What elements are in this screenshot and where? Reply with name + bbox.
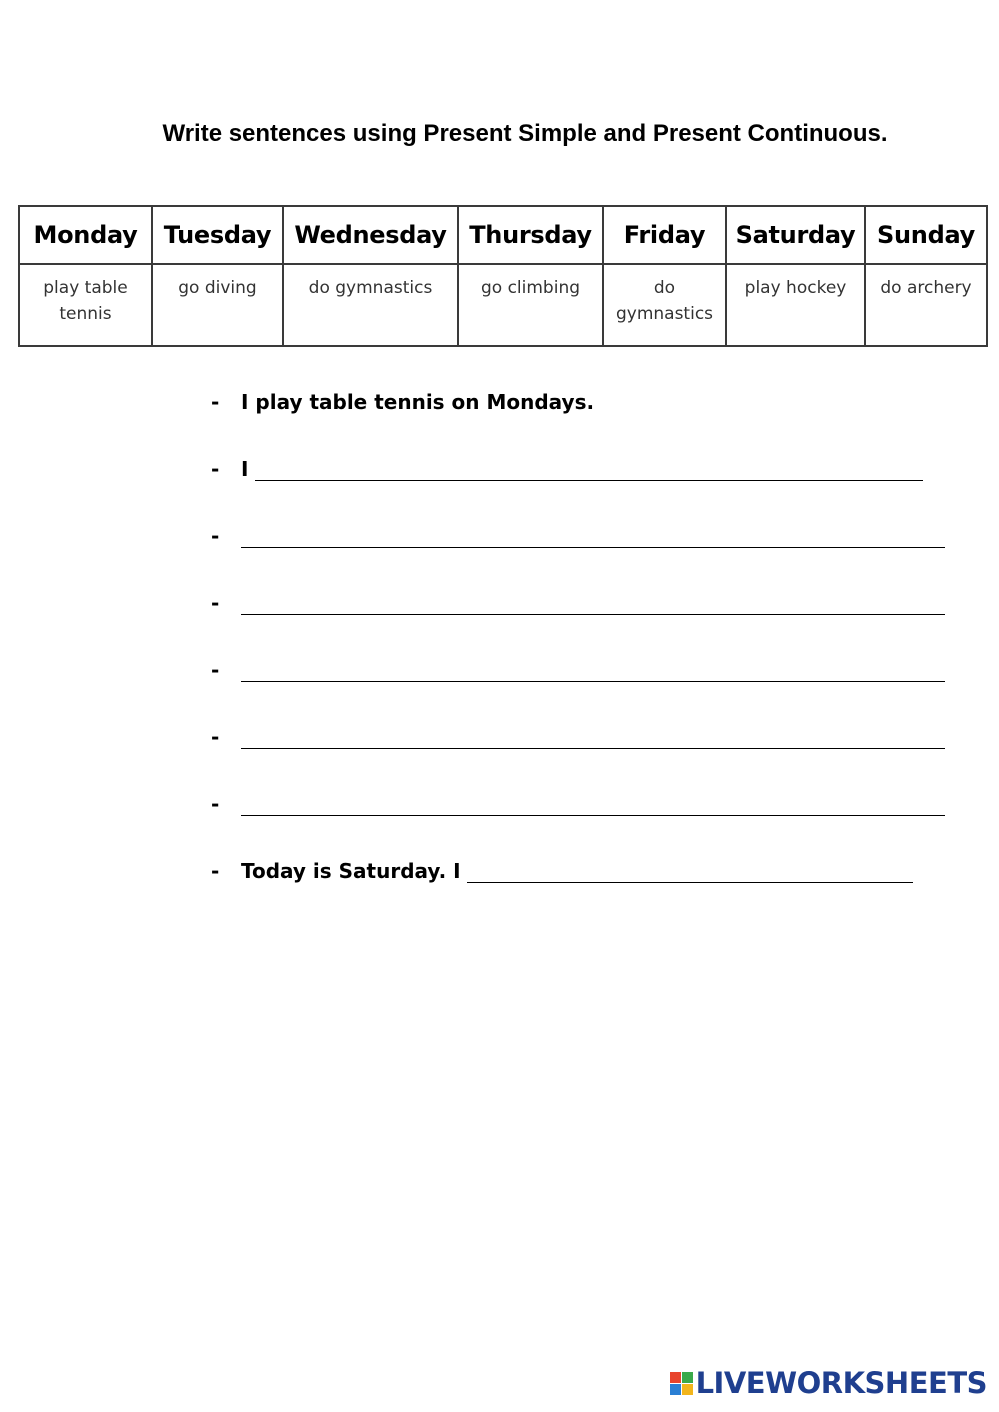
bullet-dash: -: [211, 658, 220, 682]
schedule-table: [18, 205, 988, 347]
bullet-dash: -: [211, 859, 220, 883]
sentence-line: [211, 656, 951, 723]
example-sentence-text: I play table tennis on Mondays.: [241, 390, 595, 414]
logo-text: LIVEWORKSHEETS: [695, 1366, 987, 1400]
answer-blank[interactable]: [241, 681, 945, 682]
sentence-line: [211, 455, 951, 522]
logo-block: [682, 1384, 693, 1395]
day-header-monday: Monday: [19, 206, 152, 264]
bullet-dash: -: [211, 591, 220, 615]
sentence-line: [211, 589, 951, 656]
sentence-line: [211, 857, 951, 924]
sentence-line: [211, 790, 951, 857]
liveworksheets-logo: [670, 1366, 987, 1400]
activity-monday: play table tennis: [19, 264, 152, 346]
logo-blocks-icon: [670, 1372, 693, 1395]
answer-blank[interactable]: [241, 547, 945, 548]
day-header-tuesday: Tuesday: [152, 206, 283, 264]
logo-block: [670, 1372, 681, 1383]
sentence-line: [211, 522, 951, 589]
activity-sunday: do archery: [865, 264, 987, 346]
day-header-friday: Friday: [603, 206, 726, 264]
activity-friday: do gymnastics: [603, 264, 726, 346]
day-header-wednesday: Wednesday: [283, 206, 458, 264]
bullet-dash: -: [211, 792, 220, 816]
schedule-activity-row: [19, 264, 987, 346]
sentence-prefix: I: [241, 457, 249, 481]
activity-tuesday: go diving: [152, 264, 283, 346]
answer-blank[interactable]: [241, 748, 945, 749]
bullet-dash: -: [211, 390, 220, 414]
answer-blank[interactable]: [241, 614, 945, 615]
day-header-saturday: Saturday: [726, 206, 865, 264]
day-header-thursday: Thursday: [458, 206, 603, 264]
bullet-dash: -: [211, 725, 220, 749]
sentence-prefix: Today is Saturday. I: [241, 859, 461, 883]
activity-saturday: play hockey: [726, 264, 865, 346]
answer-blank[interactable]: [255, 480, 923, 481]
answer-blank[interactable]: [467, 882, 913, 883]
sentence-list: [211, 388, 951, 924]
bullet-dash: -: [211, 457, 220, 481]
schedule-header-row: [19, 206, 987, 264]
activity-wednesday: do gymnastics: [283, 264, 458, 346]
sentence-line: [211, 723, 951, 790]
answer-blank[interactable]: [241, 815, 945, 816]
example-sentence: [211, 388, 951, 455]
activity-thursday: go climbing: [458, 264, 603, 346]
bullet-dash: -: [211, 524, 220, 548]
worksheet-title: Write sentences using Present Simple and Present Continuous.: [162, 120, 888, 147]
day-header-sunday: Sunday: [865, 206, 987, 264]
logo-block: [670, 1384, 681, 1395]
logo-block: [682, 1372, 693, 1383]
